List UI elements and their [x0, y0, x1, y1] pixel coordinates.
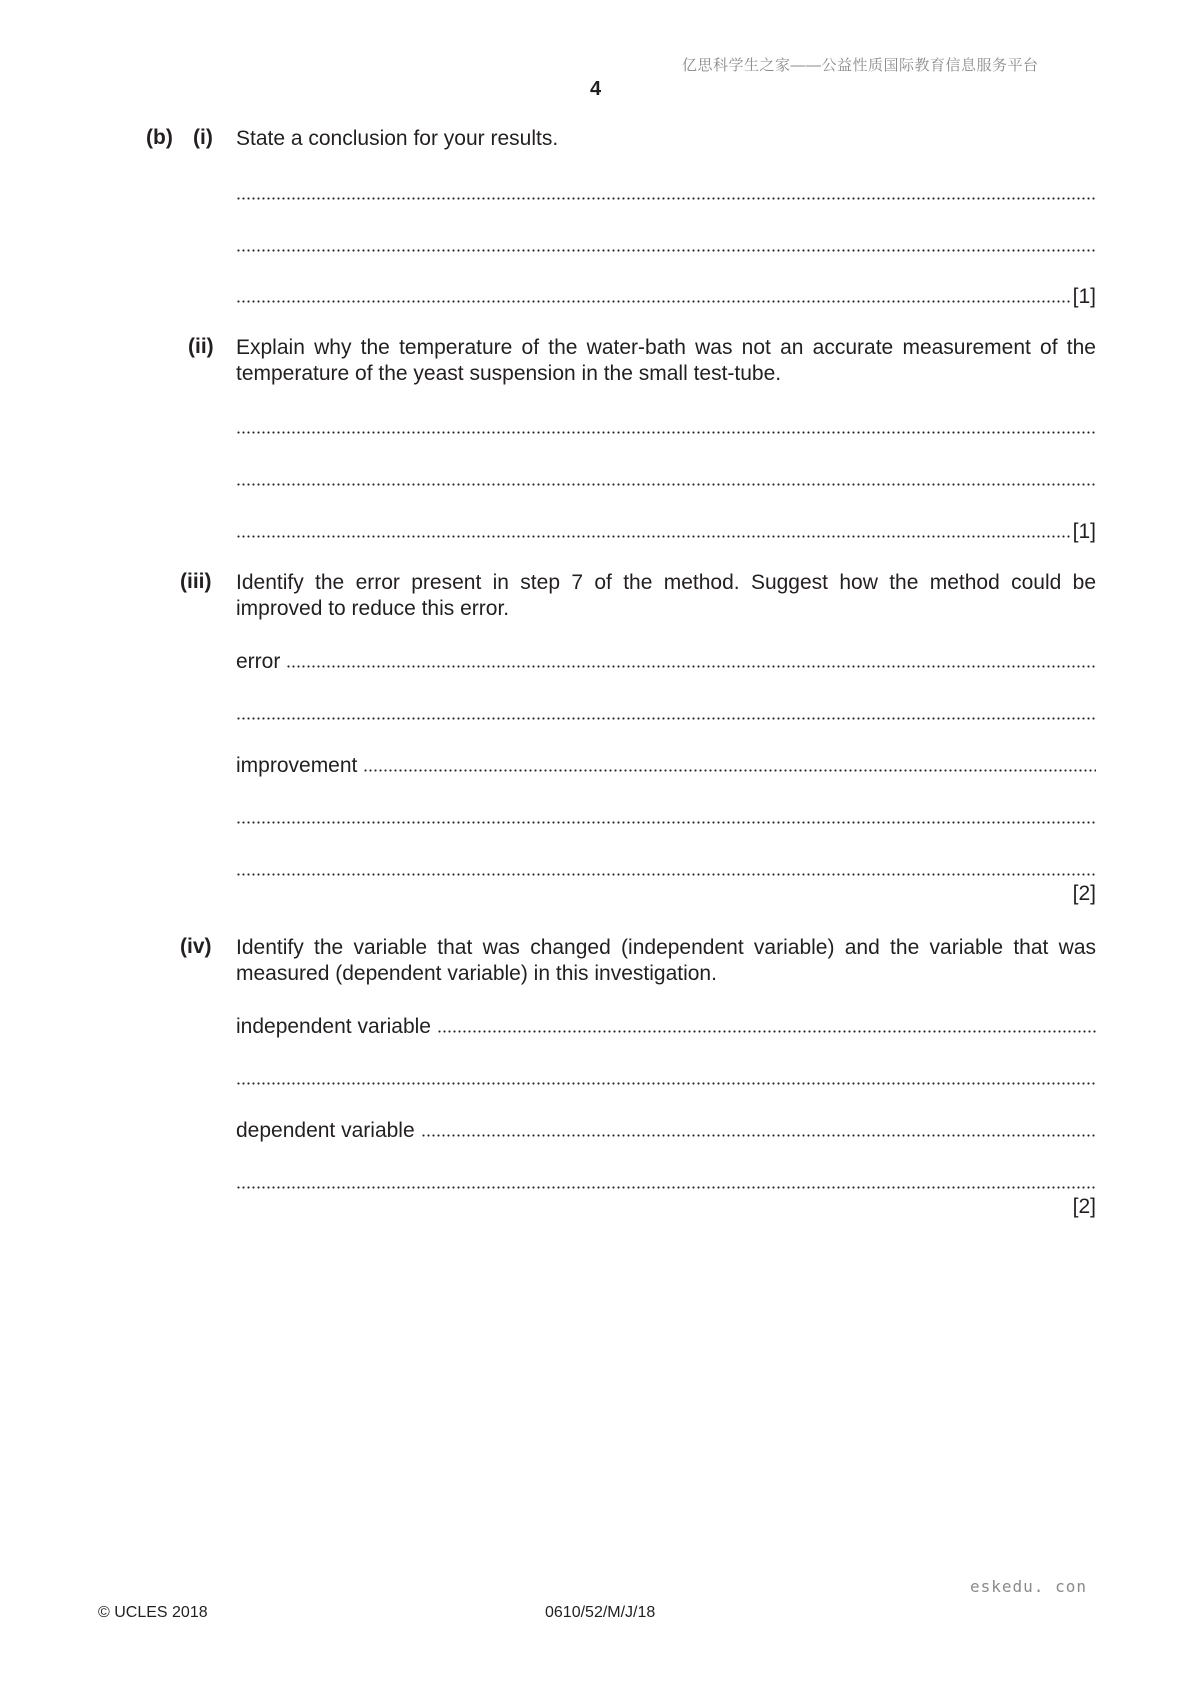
- paper-code: 0610/52/M/J/18: [545, 1604, 656, 1621]
- dotted-rule: [236, 717, 1096, 720]
- dotted-rule: [236, 249, 1096, 252]
- dotted-rule: [236, 1186, 1096, 1189]
- dotted-rule: [363, 769, 1096, 772]
- answer-line[interactable]: [236, 180, 1096, 206]
- dotted-rule: [236, 431, 1096, 434]
- dotted-rule: [421, 1134, 1096, 1137]
- dotted-rule: [236, 300, 1071, 303]
- dotted-rule: [437, 1030, 1096, 1033]
- answer-line[interactable]: [236, 414, 1096, 440]
- part-ii-question: Explain why the temperature of the water-bath was not an accurate measurement of the temperature of the yeast suspension in the small test-tube.: [236, 336, 1096, 385]
- dotted-rule: [236, 535, 1071, 538]
- part-iii-question: Identify the error present in step 7 of the method. Suggest how the method could be improved to reduce this error.: [236, 571, 1096, 620]
- error-answer-line[interactable]: [236, 648, 1096, 674]
- mark-allocation: [1]: [1072, 520, 1096, 543]
- dependent-variable-answer-line[interactable]: [236, 1117, 1096, 1143]
- part-iv-question: Identify the variable that was changed (independent variable) and the variable that was measured (dependent variable) in this investigation.: [236, 936, 1096, 985]
- part-iii-label: (iii): [180, 570, 212, 593]
- independent-variable-label: independent variable: [236, 1015, 431, 1038]
- error-label: error: [236, 650, 281, 673]
- part-iv-label: (iv): [180, 935, 212, 958]
- answer-line[interactable]: [236, 856, 1096, 882]
- dotted-rule: [236, 1082, 1096, 1085]
- mark-allocation: [2]: [1072, 882, 1096, 905]
- part-i-label: (i): [193, 126, 213, 149]
- watermark-text: 亿思科学生之家——公益性质国际教育信息服务平台: [682, 57, 1039, 74]
- answer-line[interactable]: [236, 283, 1096, 309]
- independent-variable-answer-line[interactable]: [236, 1013, 1096, 1039]
- part-ii-label: (ii): [188, 335, 214, 358]
- dotted-rule: [236, 483, 1096, 486]
- improvement-answer-line[interactable]: [236, 752, 1096, 778]
- part-b-label: (b): [146, 126, 173, 149]
- mark-allocation: [1]: [1072, 285, 1096, 308]
- improvement-label: improvement: [236, 754, 358, 777]
- answer-line[interactable]: [236, 232, 1096, 258]
- mark-allocation: [2]: [1072, 1195, 1096, 1218]
- answer-line[interactable]: [236, 1065, 1096, 1091]
- answer-line[interactable]: [236, 1169, 1096, 1195]
- dotted-rule: [286, 665, 1096, 668]
- answer-line[interactable]: [236, 700, 1096, 726]
- answer-line[interactable]: [236, 518, 1096, 544]
- dotted-rule: [236, 197, 1096, 200]
- copyright: © UCLES 2018: [98, 1604, 208, 1621]
- answer-line[interactable]: [236, 804, 1096, 830]
- dotted-rule: [236, 821, 1096, 824]
- dependent-variable-label: dependent variable: [236, 1119, 415, 1142]
- answer-line[interactable]: [236, 466, 1096, 492]
- dotted-rule: [236, 873, 1096, 876]
- page-number: 4: [589, 78, 602, 100]
- site-watermark: eskedu. con: [970, 1577, 1087, 1596]
- part-i-question: State a conclusion for your results.: [236, 127, 559, 150]
